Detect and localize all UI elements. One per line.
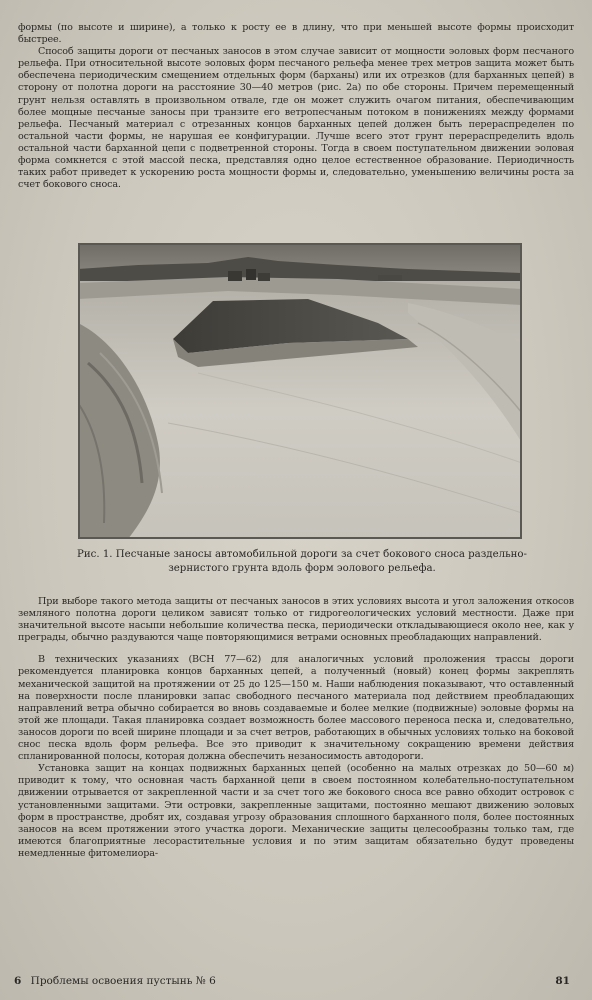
paragraph: При выборе такого метода защиты от песчаных заносов в этих условиях высота и угол заложения откосов земляного полотна дороги целиком зависят только от гидрогеологических условий местности. Даже при значительной высоте насыпи небольшие количества песка, периодически откладывающиеся около нее, как у преграды, обычно раздуваются чаще повторяющимися ветрами основных преобладающих направлений. (18, 596, 574, 644)
text-block-bottom (18, 596, 574, 860)
signature-number: 6 (14, 975, 22, 987)
photo-sand-drift-road (78, 243, 522, 539)
paragraph: В технических указаниях (ВСН 77—62) для аналогичных условий проложения трассы дороги рекомендуется планировка концов барханных цепей, а полученный (новый) конец формы закреплять механической защитой на протяжении от 25 до 125—150 м. Наши наблюдения показывают, что оставленный на поверхности после планировки запас свободного песчаного материала под действием преобладающих направлений ветра обычно собирается во вновь создаваемые и более мелкие (подвижные) эоловые формы на этой же площади. Такая планировка создает возможность более массового переноса песка и, следовательно, заносов дороги по всей ширине площади и за счет ветров, работающих в обычных условиях только на боковой снос песка вдоль форм рельефа. Все это приводит к значительному сокращению времени действия спланированной полосы, которая должна обеспечить незаносимость автодороги. (18, 654, 574, 763)
paragraph: Способ защиты дороги от песчаных заносов в этом случае зависит от мощности эоловых форм песчаного рельефа. При относительной высоте эоловых форм песчаного рельефа менее трех метров защита может быть обеспечена периодическим смещением отдельных форм (барханы) или их отрезков (для барханных цепей) в сторону от полотна дороги на расстояние 30—40 метров (рис. 2а) по обе стороны. Причем перемещенный грунт нельзя оставлять в произвольном отвале, где он может служить очагом питания, обеспечивающим более мощные песчаные заносы при транзите его ветропесчаным потоком в понижениях между формами рельефа. Песчаный материал с отрезанных концов барханных цепей должен быть перераспределен по остальной части формы, не нарушая ее конфигурации. Лучше всего этот грунт перераспределить вдоль остальной части барханной цепи с подветренной стороны. Тогда в своем поступательном движении эоловая форма сомкнется с этой массой песка, представляя одно целое естественное образование. Периодичность таких работ приведет к ускорению роста мощности формы и, следовательно, уменьшению величины роста за счет бокового сноса. (18, 46, 574, 191)
page-footer (14, 975, 570, 991)
paragraph: формы (по высоте и ширине), а только к росту ее в длину, что при меньшей высоте формы происходит быстрее. (18, 22, 574, 46)
figure-caption: Рис. 1. Песчаные заносы автомобильной дороги за счет бокового сноса раздельно-зернистого грунта вдоль форм эолового рельефа. (77, 549, 527, 574)
paragraph: Установка защит на концах подвижных барханных цепей (особенно на малых отрезках до 50—60 м) приводит к тому, что основная часть барханной цепи в своем постоянном колебательно-поступательном движении отрывается от закрепленной части и за счет того же бокового сноса все равно обходит островок с установленными защитами. Эти островки, закрепленные защитами, постоянно мешают движению эоловых форм в пространстве, дробят их, создавая угрозу образования сплошного барханного поля, более постоянных заносов на всем протяжении этого участка дороги. Механические защиты целесообразны только там, где имеются благоприятные лесорастительные условия и по этим защитам обязательно будут проведены немедленные фитомелиора- (18, 763, 574, 859)
photo-illustration (78, 243, 522, 539)
text-block-top (18, 22, 574, 191)
page-number: 81 (555, 975, 570, 987)
signature-mark (14, 975, 216, 987)
signature-title: Проблемы освоения пустынь № 6 (30, 975, 216, 987)
